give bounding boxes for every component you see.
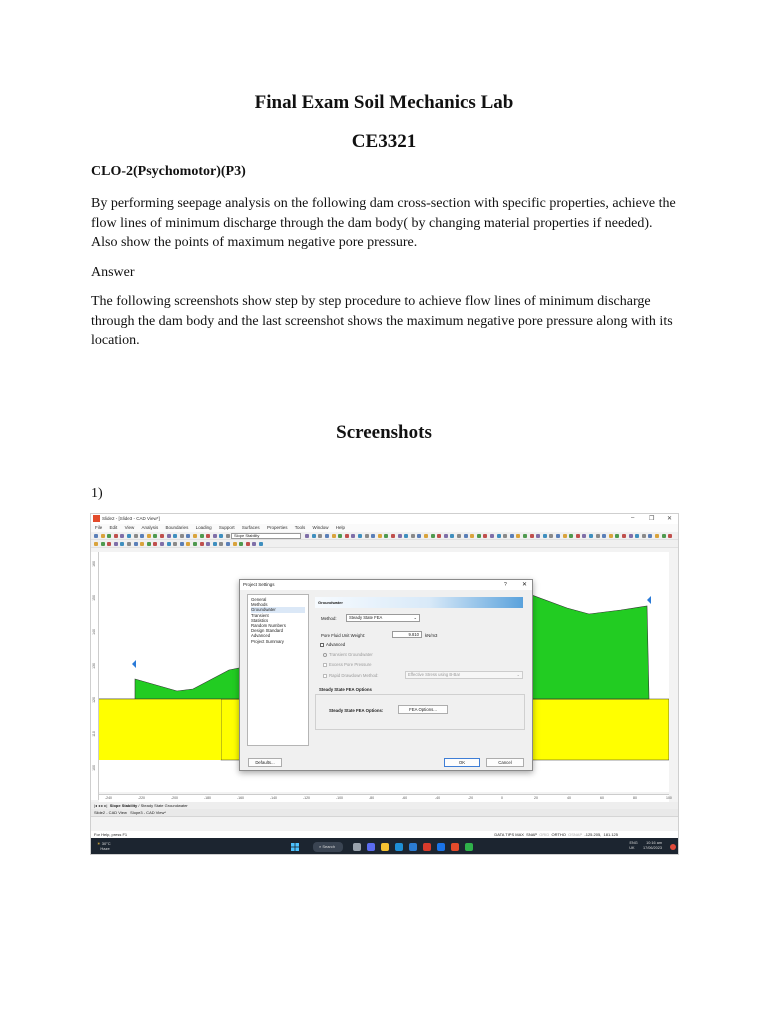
chevron-down-icon: ⌄ (413, 615, 417, 620)
toolbar-tool-icon[interactable] (186, 534, 190, 538)
toolbar-tool-icon[interactable] (431, 534, 435, 538)
project-settings-dialog (239, 579, 533, 771)
document-title: Final Exam Soil Mechanics Lab (254, 92, 514, 113)
excess-pore-pressure-checkbox[interactable]: Excess Pore Pressure (323, 662, 372, 667)
toolbar-tool-icon[interactable] (120, 534, 124, 538)
menu-boundaries[interactable]: Boundaries (165, 525, 189, 530)
software-screenshot (90, 513, 679, 855)
y-tick-label: 130 (91, 663, 96, 669)
app-logo-icon (93, 515, 100, 522)
close-icon[interactable]: ✕ (522, 582, 528, 588)
toolbar-tool-icon[interactable] (332, 534, 336, 538)
toolbar-tool-icon[interactable] (629, 534, 633, 538)
unit-weight-unit: kN/m3 (425, 633, 438, 638)
y-tick-label: 150 (91, 595, 96, 601)
toolbar-tool-icon[interactable] (147, 542, 151, 546)
toolbar-tool-icon[interactable] (153, 542, 157, 546)
windows-start-icon[interactable] (291, 843, 299, 851)
fea-options-button[interactable]: FEA Options... (398, 705, 448, 714)
toolbar-tool-icon[interactable] (140, 534, 144, 538)
store-icon[interactable] (409, 843, 417, 851)
toolbar-tool-icon[interactable] (206, 542, 210, 546)
x-tick-label: -200 (171, 796, 179, 800)
transient-radio[interactable]: Transient Groundwater (323, 652, 373, 657)
toolbar-tool-icon[interactable] (200, 534, 204, 538)
ssfea-options-label: Steady State FEA Options: (329, 708, 384, 713)
toolbar-tool-icon[interactable] (622, 534, 626, 538)
toolbar-tool-icon[interactable] (437, 534, 441, 538)
question-paragraph: By performing seepage analysis on the following dam cross-section with specific properties, achieve the flow lines of minimum discharge through the dam body( by changing material properties if needed). Also show the points of maximum negative pore pressure. (91, 196, 676, 250)
toolbar-tool-icon[interactable] (193, 534, 197, 538)
window-titlebar (91, 514, 679, 524)
toolbar-tool-icon[interactable] (497, 534, 501, 538)
toolbar-tool-icon[interactable] (635, 534, 639, 538)
menu-support[interactable]: Support (218, 525, 235, 530)
toolbar-tool-icon[interactable] (259, 542, 263, 546)
toolbar-tool-icon[interactable] (167, 534, 171, 538)
toolbar-tool-icon[interactable] (576, 534, 580, 538)
toolbar-tool-icon[interactable] (338, 534, 342, 538)
tab-nav-arrows[interactable]: |◂ ◂ ▸ ▸| (94, 803, 109, 808)
answer-label: Answer (91, 265, 135, 280)
defaults-button[interactable]: Defaults... (248, 758, 282, 767)
tree-item-random-numbers[interactable]: Random Numbers (251, 623, 286, 629)
menu-help[interactable]: Help (335, 525, 346, 530)
toolbar-tool-icon[interactable] (318, 534, 322, 538)
toolbar-tool-icon[interactable] (569, 534, 573, 538)
tree-item-statistics[interactable]: Statistics (251, 617, 269, 623)
toolbar-tool-icon[interactable] (173, 534, 177, 538)
settings-tree (247, 594, 309, 746)
toolbar-tool-icon[interactable] (543, 534, 547, 538)
chevron-down-icon: ⌄ (516, 672, 520, 677)
toolbar-tool-icon[interactable] (662, 534, 666, 538)
left-water-marker-icon (132, 660, 136, 668)
toolbar-tool-icon[interactable] (252, 542, 256, 546)
toolbar-tool-icon[interactable] (516, 534, 520, 538)
tree-item-groundwater[interactable]: Groundwater (251, 607, 305, 612)
x-tick-label: -220 (138, 796, 146, 800)
toolbar-tool-icon[interactable] (134, 542, 138, 546)
x-tick-label: -100 (336, 796, 344, 800)
method-label: Method: (321, 616, 337, 621)
cancel-button[interactable]: Cancel (486, 758, 524, 767)
toolbar-tool-icon[interactable] (226, 542, 230, 546)
toolbar-tool-icon[interactable] (549, 534, 553, 538)
rapid-drawdown-checkbox[interactable]: Rapid Drawdown Method: (323, 673, 378, 678)
weather-widget[interactable]: ☀ 30°C Haze (97, 841, 111, 851)
toolbar-tool-icon[interactable] (457, 534, 461, 538)
status-indicators: DATA TIPS MAX SNAP GRID ORTHO OSNAP -125.205, 181.125 (494, 832, 618, 837)
menu-tools[interactable]: Tools (294, 525, 306, 530)
tab-steady-state-groundwater[interactable]: Steady State Groundwater (140, 803, 188, 808)
x-tick-label: -60 (402, 796, 408, 800)
restore-icon[interactable]: ❐ (649, 516, 655, 522)
toolbar-tool-icon[interactable] (411, 534, 415, 538)
x-tick-label: 100 (666, 796, 672, 800)
toolbar-tool-icon[interactable] (609, 534, 613, 538)
section-header: Groundwater (315, 597, 523, 608)
toolbar-tool-icon[interactable] (101, 534, 105, 538)
menu-bar (91, 524, 679, 532)
x-tick-label: -20 (468, 796, 474, 800)
menu-analysis[interactable]: Analysis (141, 525, 159, 530)
toolbar-tool-icon[interactable] (180, 534, 184, 538)
toolbar-tool-icon[interactable] (398, 534, 402, 538)
app-icon[interactable] (437, 843, 445, 851)
toolbar-tool-icon[interactable] (213, 534, 217, 538)
toolbar-tool-icon[interactable] (160, 542, 164, 546)
toolbar-tool-icon[interactable] (483, 534, 487, 538)
toolbar-tool-icon[interactable] (464, 534, 468, 538)
toolbar-tool-icon[interactable] (140, 542, 144, 546)
search-icon: ⌕ (319, 844, 322, 849)
close-icon[interactable]: ✕ (667, 516, 673, 522)
toolbar-tool-icon[interactable] (180, 542, 184, 546)
toolbar-tool-icon[interactable] (615, 534, 619, 538)
toolbar-tool-icon[interactable] (127, 534, 131, 538)
tree-item-advanced[interactable]: Advanced (251, 633, 271, 639)
course-code: CE3321 (351, 131, 417, 152)
toolbar-tool-icon[interactable] (371, 534, 375, 538)
menu-properties[interactable]: Properties (266, 525, 288, 530)
toolbar-tool-icon[interactable] (206, 534, 210, 538)
dialog-title: Project Settings (240, 580, 532, 590)
right-water-marker-icon (647, 596, 651, 604)
toolbar-tool-icon[interactable] (246, 542, 250, 546)
slide-app-icon[interactable] (451, 843, 459, 851)
help-icon[interactable]: ? (504, 582, 507, 588)
y-tick-label: 100 (91, 765, 96, 771)
toolbar-tool-icon[interactable] (134, 534, 138, 538)
toolbar-tool-icon[interactable] (127, 542, 131, 546)
system-tray[interactable]: ENG 10:16 am UK 17/06/2023 (629, 841, 662, 850)
x-tick-label: -160 (237, 796, 245, 800)
view-tab-2[interactable]: Slope3 - CAD View* (130, 810, 166, 815)
toolbar-tool-icon[interactable] (94, 534, 98, 538)
minimize-icon[interactable]: – (631, 515, 635, 521)
toolbar-tool-icon[interactable] (186, 542, 190, 546)
y-tick-label: 140 (91, 629, 96, 635)
x-tick-label: 60 (600, 796, 604, 800)
toolbar-tool-icon[interactable] (444, 534, 448, 538)
x-tick-label: 0 (501, 796, 503, 800)
toolbar-tool-icon[interactable] (417, 534, 421, 538)
toolbar-tool-icon[interactable] (219, 534, 223, 538)
advanced-checkbox[interactable]: Advanced (320, 642, 345, 647)
tree-item-project-summary[interactable]: Project Summary (251, 638, 284, 644)
menu-file[interactable]: File (95, 525, 103, 530)
x-tick-label: -240 (105, 796, 113, 800)
ssfea-group-title: Steady State FEA Options (319, 687, 372, 692)
toolbar-tool-icon[interactable] (642, 534, 646, 538)
toolbar-tool-icon[interactable] (312, 534, 316, 538)
x-tick-label: -140 (270, 796, 278, 800)
toolbar-tool-icon[interactable] (305, 534, 309, 538)
menu-edit[interactable]: Edit (109, 525, 118, 530)
toolbar-tool-icon[interactable] (523, 534, 527, 538)
toolbar-tool-icon[interactable] (114, 542, 118, 546)
toolbar-tool-icon[interactable] (94, 542, 98, 546)
chat-icon[interactable] (367, 843, 375, 851)
toolbar-tool-icon[interactable] (226, 534, 230, 538)
toolbar-row-2 (91, 540, 679, 548)
x-tick-label: 20 (534, 796, 538, 800)
toolbar-tool-icon[interactable] (536, 534, 540, 538)
toolbar-tool-icon[interactable] (510, 534, 514, 538)
task-view-icon[interactable] (353, 843, 361, 851)
toolbar-tool-icon[interactable] (477, 534, 481, 538)
menu-surfaces[interactable]: Surfaces (241, 525, 260, 530)
window-title: Slide2 - [Slide3 - CAD View*] (102, 516, 160, 521)
toolbar-tool-icon[interactable] (470, 534, 474, 538)
chart-app-icon[interactable] (465, 843, 473, 851)
unit-weight-input[interactable]: 9.810 (392, 631, 422, 638)
answer-paragraph: The following screenshots show step by step procedure to achieve flow lines of minimum discharge through the dam body and the last screenshot shows the maximum negative pore pressure along with its location. (91, 294, 673, 348)
toolbar-tool-icon[interactable] (101, 542, 105, 546)
toolbar-tool-icon[interactable] (200, 542, 204, 546)
toolbar-tool-icon[interactable] (173, 542, 177, 546)
edge-icon[interactable] (395, 843, 403, 851)
toolbar-tool-icon[interactable] (655, 534, 659, 538)
unit-weight-label: Pore Fluid Unit Weight: (321, 633, 366, 638)
toolbar-tool-icon[interactable] (563, 534, 567, 538)
toolbar-tool-icon[interactable] (351, 534, 355, 538)
tree-item-general[interactable]: General (251, 597, 267, 602)
horizontal-ruler (99, 794, 672, 802)
ok-button[interactable]: OK (444, 758, 480, 767)
foundation-toe (99, 699, 221, 760)
method-select[interactable]: Steady State FEA ⌄ (346, 614, 420, 622)
toolbar-row-1 (91, 532, 679, 540)
toolbar-tool-icon[interactable] (365, 534, 369, 538)
toolbar-tool-icon[interactable] (668, 534, 672, 538)
tree-item-transient[interactable]: Transient (251, 612, 269, 618)
notification-icon[interactable] (670, 844, 676, 850)
toolbar-tool-icon[interactable] (107, 534, 111, 538)
toolbar-tool-icon[interactable] (233, 542, 237, 546)
y-tick-label: 110 (91, 731, 96, 737)
toolbar-tool-icon[interactable] (391, 534, 395, 538)
toolbar-tool-icon[interactable] (530, 534, 534, 538)
x-tick-label: 40 (567, 796, 571, 800)
clo-heading: CLO-2(Psychomotor)(P3) (91, 164, 246, 179)
toolbar-tool-icon[interactable] (147, 534, 151, 538)
toolbar-tool-icon[interactable] (424, 534, 428, 538)
x-tick-label: -40 (435, 796, 441, 800)
y-tick-label: 120 (91, 697, 96, 703)
toolbar-tool-icon[interactable] (114, 534, 118, 538)
toolbar-tool-icon[interactable] (503, 534, 507, 538)
tab-slope-stability[interactable]: Slope Stability (109, 803, 138, 808)
view-tab-1[interactable]: Slide2 - CAD View (94, 810, 127, 815)
toolbar-tool-icon[interactable] (648, 534, 652, 538)
windows-taskbar (91, 838, 679, 855)
y-tick-label: 160 (91, 561, 96, 567)
toolbar-tool-icon[interactable] (602, 534, 606, 538)
toolbar-tool-icon[interactable] (589, 534, 593, 538)
toolbar-tool-icon[interactable] (345, 534, 349, 538)
x-tick-label: -80 (369, 796, 375, 800)
file-explorer-icon[interactable] (381, 843, 389, 851)
toolbar-tool-icon[interactable] (490, 534, 494, 538)
toolbar-tool-icon[interactable] (213, 542, 217, 546)
toolbar-tool-icon[interactable] (384, 534, 388, 538)
toolbar-tool-icon[interactable] (167, 542, 171, 546)
x-tick-label: -180 (204, 796, 212, 800)
screenshots-heading: Screenshots (336, 422, 432, 443)
toolbar-tool-icon[interactable] (378, 534, 382, 538)
x-tick-label: 80 (633, 796, 637, 800)
vertical-ruler (91, 552, 99, 800)
toolbar-tool-icon[interactable] (107, 542, 111, 546)
toolbar-tool-icon[interactable] (358, 534, 362, 538)
view-tabs (91, 809, 679, 817)
analysis-type-select[interactable]: Slope Stability (231, 533, 301, 539)
toolbar-tool-icon[interactable] (160, 534, 164, 538)
x-tick-label: -120 (303, 796, 311, 800)
tree-item-methods[interactable]: Methods (251, 602, 268, 608)
menu-view[interactable]: View (124, 525, 135, 530)
taskbar-search[interactable]: ⌕ Search (313, 842, 343, 852)
toolbar-tool-icon[interactable] (153, 534, 157, 538)
rapid-drawdown-select[interactable]: Effective Stress using B-Bar ⌄ (405, 671, 523, 679)
toolbar-tool-icon[interactable] (556, 534, 560, 538)
toolbar-tool-icon[interactable] (450, 534, 454, 538)
checkbox-box[interactable] (320, 643, 324, 647)
menu-loading[interactable]: Loading (195, 525, 212, 530)
status-bar: For Help, press F1 (91, 831, 679, 838)
tree-item-design-standard[interactable]: Design Standard (251, 628, 284, 634)
toolbar-tool-icon[interactable] (239, 542, 243, 546)
toolbar-tool-icon[interactable] (404, 534, 408, 538)
item-number: 1) (91, 486, 103, 501)
analysis-tabs: |◂ ◂ ▸ ▸| Slope Stability / Steady State Groundwater (91, 802, 679, 809)
toolbar-tool-icon[interactable] (219, 542, 223, 546)
office-icon[interactable] (423, 843, 431, 851)
toolbar-tool-icon[interactable] (193, 542, 197, 546)
toolbar-tool-icon[interactable] (596, 534, 600, 538)
toolbar-tool-icon[interactable] (120, 542, 124, 546)
toolbar-tool-icon[interactable] (325, 534, 329, 538)
menu-window[interactable]: Window (312, 525, 329, 530)
toolbar-tool-icon[interactable] (582, 534, 586, 538)
